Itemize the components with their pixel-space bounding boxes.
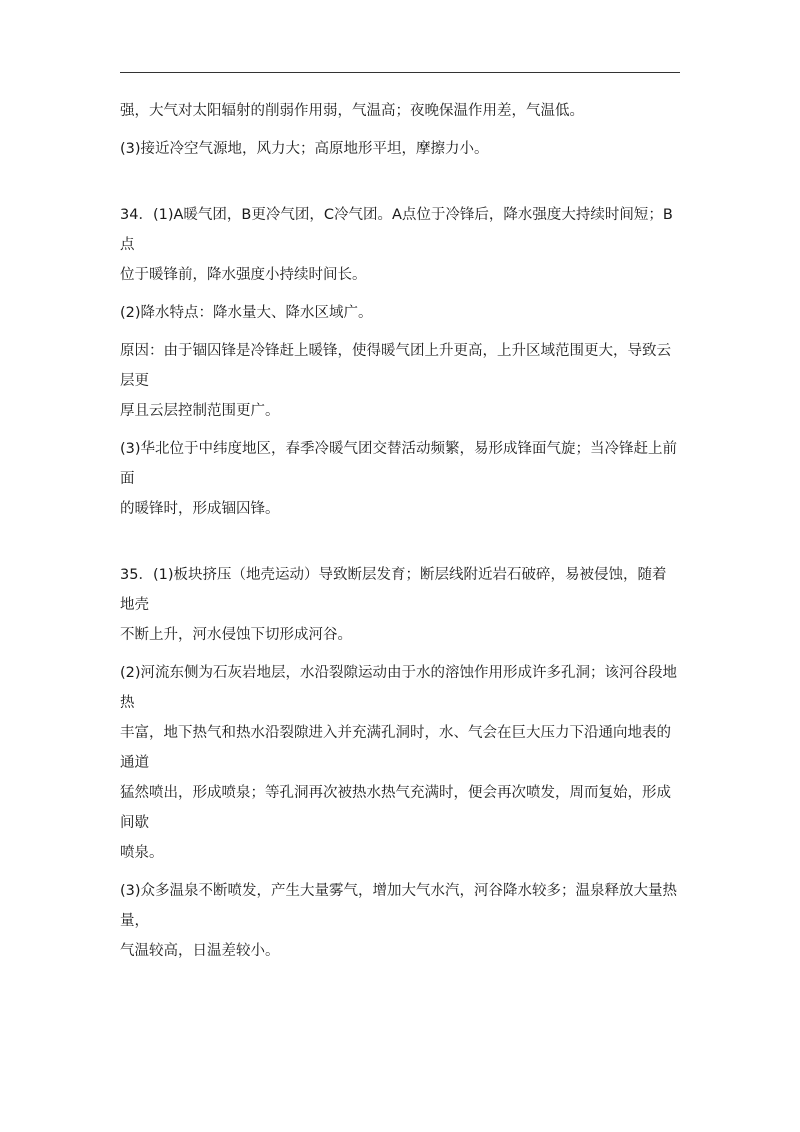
answer-35-2-line3: 猛然喷出，形成喷泉；等孔洞再次被热水热气充满时，便会再次喷发，周而复始，形成间歇: [120, 785, 671, 831]
answer-34-2: (2)降水特点：降水量大、降水区域广。: [120, 305, 373, 321]
answer-35-1-line1: 35．(1)板块挤压（地壳运动）导致断层发育；断层线附近岩石破碎，易被侵蚀，随着地壳: [120, 567, 667, 613]
answer-35-2-line1: (2)河流东侧为石灰岩地层，水沿裂隙运动由于水的溶蚀作用形成许多孔洞；该河谷段地热: [120, 665, 678, 711]
answer-35-1-line2: 不断上升，河水侵蚀下切形成河谷。: [120, 627, 352, 643]
answer-35-3-line1: (3)众多温泉不断喷发，产生大量雾气，增加大气水汽，河谷降水较多；温泉释放大量热量，: [120, 883, 678, 929]
paragraph-continuation: 强，大气对太阳辐射的削弱作用弱，气温高；夜晚保温作用差，气温低。: [120, 103, 584, 119]
answer-content: [120, 96, 680, 966]
answer-34-1-line2: 位于暖锋前，降水强度小持续时间长。: [120, 267, 367, 283]
answer-35-2-line2: 丰富，地下热气和热水沿裂隙进入并充满孔洞时，水、气会在巨大压力下沿通向地表的通道: [120, 725, 671, 771]
answer-35-2-line4: 喷泉。: [120, 845, 164, 861]
answer-34-reason-line2: 厚且云层控制范围更广。: [120, 403, 280, 419]
answer-33-3: (3)接近冷空气源地，风力大；高原地形平坦，摩擦力小。: [120, 141, 489, 157]
answer-34-1-line1: 34．(1)A暖气团，B更冷气团，C冷气团。A点位于冷锋后，降水强度大持续时间短；B点: [120, 207, 673, 253]
answer-34-reason-line1: 原因：由于锢囚锋是冷锋赶上暖锋，使得暖气团上升更高，上升区域范围更大，导致云层更: [120, 343, 671, 389]
header-rule: [120, 72, 680, 73]
answer-35-3-line2: 气温较高，日温差较小。: [120, 943, 280, 959]
answer-34-3-line2: 的暖锋时，形成锢囚锋。: [120, 501, 280, 517]
answer-34-3-line1: (3)华北位于中纬度地区，春季冷暖气团交替活动频繁，易形成锋面气旋；当冷锋赶上前面: [120, 441, 678, 487]
